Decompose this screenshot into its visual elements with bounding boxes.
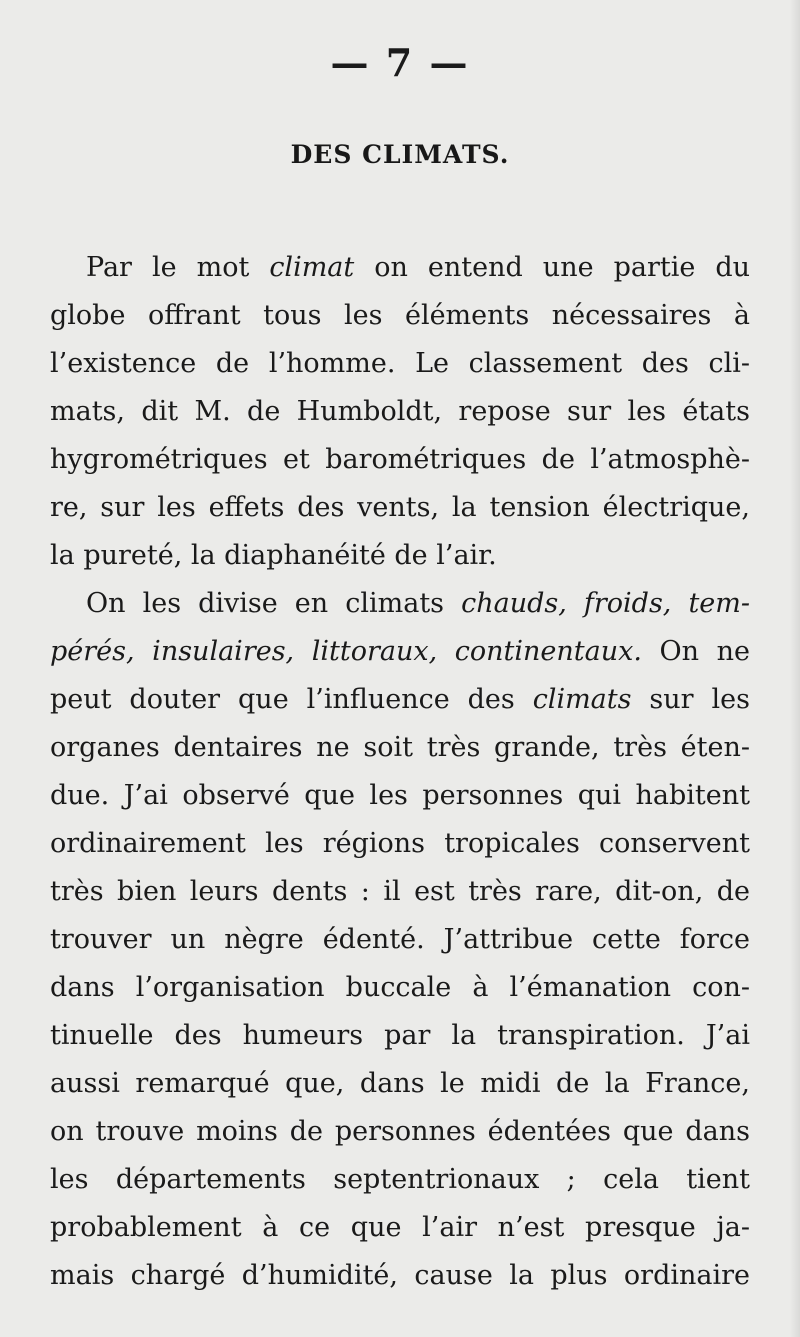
text-line xyxy=(50,532,750,580)
text-run: aussi remarqué que, dans le midi de la France, xyxy=(50,1068,750,1099)
text-run: très bien leurs dents : il est très rare, dit-on, de xyxy=(50,876,750,907)
italic-text: climat xyxy=(269,252,355,283)
body-text xyxy=(50,244,750,1300)
text-run: On ne xyxy=(641,636,750,667)
text-run: peut douter que l’influence des xyxy=(50,684,533,715)
italic-text: pérés, insulaires, littoraux, continentaux. xyxy=(50,636,642,667)
text-run: re, sur les effets des vents, la tension électrique, xyxy=(50,492,750,523)
text-run: probablement à ce que l’air n’est presque ja- xyxy=(50,1212,750,1243)
text-line xyxy=(50,676,750,724)
text-line xyxy=(50,436,750,484)
page-number: — 7 — xyxy=(330,40,470,85)
text-line xyxy=(50,868,750,916)
text-run: on trouve moins de personnes édentées que dans xyxy=(50,1116,750,1147)
italic-text: climats xyxy=(532,684,632,715)
text-line xyxy=(50,1108,750,1156)
text-run: mais chargé d’humidité, cause la plus ordinaire xyxy=(50,1260,750,1291)
text-run: la pureté, la diaphanéité de l’air. xyxy=(50,540,497,571)
text-line xyxy=(50,964,750,1012)
text-run: l’existence de l’homme. Le classement des cli- xyxy=(50,348,750,379)
text-line xyxy=(50,580,750,628)
text-run: mats, dit M. de Humboldt, repose sur les états xyxy=(50,396,750,427)
text-line xyxy=(50,1156,750,1204)
italic-text: chauds, froids, tem- xyxy=(461,588,750,619)
page-edge-shadow xyxy=(790,0,800,1337)
text-line xyxy=(50,1012,750,1060)
text-line xyxy=(50,820,750,868)
text-run: On les divise en climats xyxy=(86,588,462,619)
text-run: Par le mot xyxy=(86,252,270,283)
text-line xyxy=(50,724,750,772)
text-run: due. J’ai observé que les personnes qui habitent xyxy=(50,780,750,811)
text-run: dans l’organisation buccale à l’émanation con- xyxy=(50,972,750,1003)
text-run: tinuelle des humeurs par la transpiration. J’ai xyxy=(50,1020,750,1051)
text-run: trouver un nègre édenté. J’attribue cette force xyxy=(50,924,750,955)
text-run: globe offrant tous les éléments nécessaires à xyxy=(50,300,750,331)
text-line xyxy=(50,1252,750,1300)
text-line xyxy=(50,244,750,292)
text-line xyxy=(50,1204,750,1252)
text-run: hygrométriques et barométriques de l’atmosphè- xyxy=(50,444,750,475)
text-line xyxy=(50,292,750,340)
text-line xyxy=(50,484,750,532)
text-run: on entend une partie du xyxy=(354,252,751,283)
text-run: organes dentaires ne soit très grande, très éten- xyxy=(50,732,750,763)
text-line xyxy=(50,628,750,676)
text-line xyxy=(50,772,750,820)
text-line xyxy=(50,1060,750,1108)
text-line xyxy=(50,340,750,388)
text-line xyxy=(50,388,750,436)
text-run: ordinairement les régions tropicales conservent xyxy=(50,828,750,859)
text-line xyxy=(50,916,750,964)
text-run: sur les xyxy=(631,684,750,715)
section-title: DES CLIMATS. xyxy=(290,140,510,169)
text-run: les départements septentrionaux ; cela tient xyxy=(50,1164,750,1195)
